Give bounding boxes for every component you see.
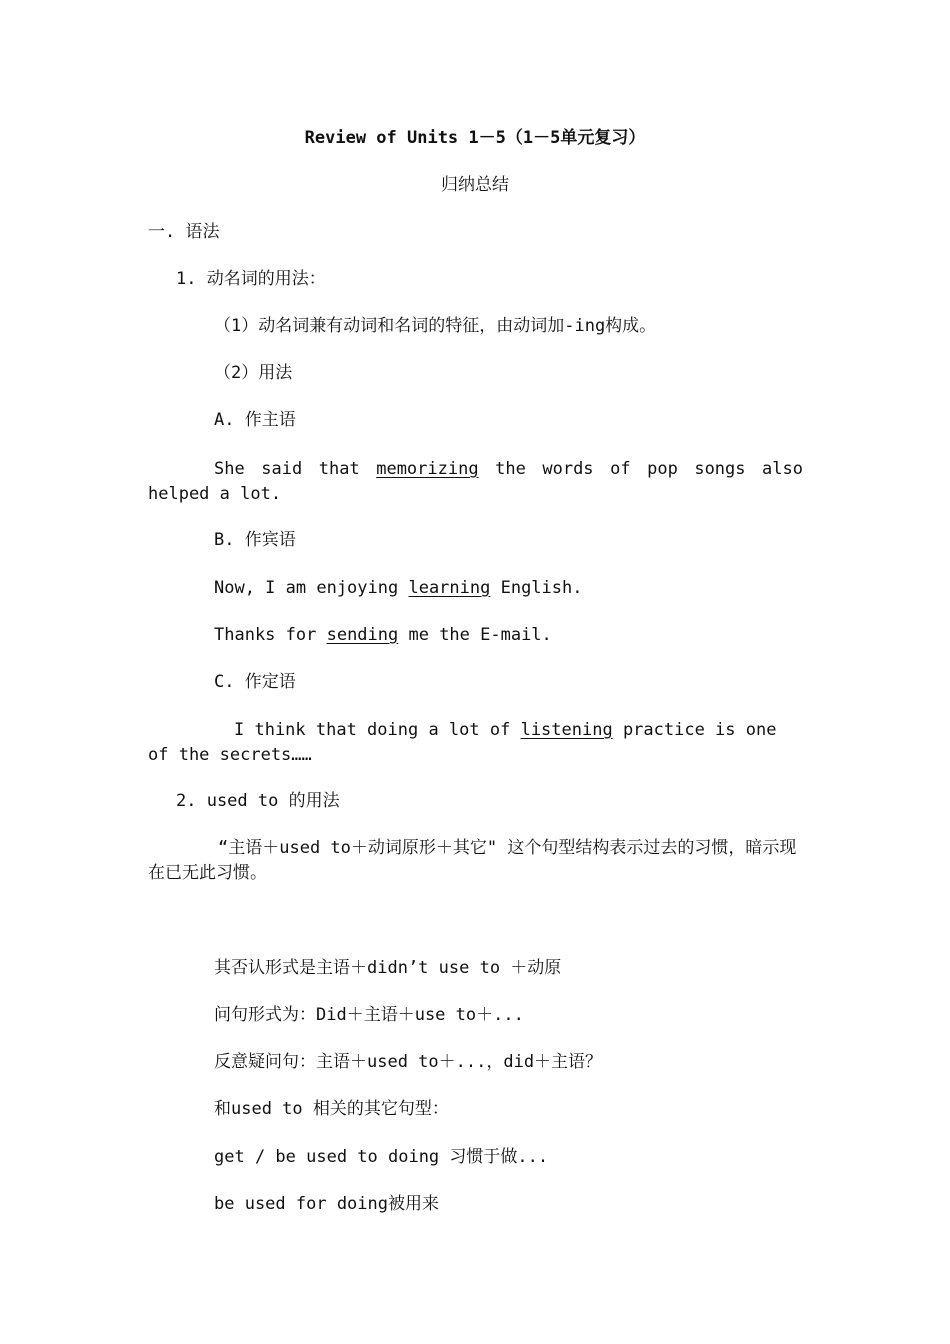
tag-question: 反意疑问句：主语＋used to＋...，did＋主语？ (214, 1052, 603, 1072)
usage-c-label: C. 作定语 (214, 672, 296, 692)
example-text: Thanks for (214, 625, 327, 645)
related-pattern-2: be used for doing被用来 (214, 1194, 439, 1214)
question-form: 问句形式为：Did＋主语＋use to＋... (214, 1005, 524, 1025)
usage-b-label: B. 作宾语 (214, 530, 296, 550)
document-title: Review of Units 1－5（1－5单元复习） (304, 128, 646, 148)
example-text: English. (490, 578, 583, 598)
item2-description: “主语＋used to＋动词原形＋其它" 这个句型结构表示过去的习惯，暗示现在已无此习惯。 (148, 838, 797, 883)
document-subtitle: 归纳总结 (441, 175, 509, 195)
usage-b-example-2 (214, 624, 552, 646)
example-text: me the E-mail. (398, 625, 552, 645)
example-text: Now, I am enjoying (214, 578, 409, 598)
related-patterns-heading: 和used to 相关的其它句型： (214, 1099, 449, 1119)
underlined-word: learning (408, 578, 491, 598)
underlined-word: sending (326, 625, 399, 645)
usage-b-example-1 (214, 577, 582, 599)
item1-heading: 1. 动名词的用法： (176, 269, 326, 289)
section-heading-grammar: 一. 语法 (148, 222, 220, 242)
usage-c-example (148, 718, 778, 768)
example-text: the words of pop songs also helped a lot. (148, 459, 803, 504)
usage-a-label: A. 作主语 (214, 410, 296, 430)
item1-point2: （2）用法 (214, 363, 293, 383)
related-pattern-1: get / be used to doing 习惯于做... (214, 1147, 549, 1167)
usage-a-example (148, 457, 803, 507)
example-text: She said that (214, 459, 377, 479)
item1-point1: （1）动名词兼有动词和名词的特征，由动词加-ing构成。 (214, 316, 657, 336)
example-text: practice is one of the secrets…… (148, 720, 777, 765)
example-text: I think that doing a lot of (234, 720, 521, 740)
underlined-word: listening (520, 720, 613, 740)
item2-heading: 2. used to 的用法 (176, 791, 340, 811)
negative-form: 其否认形式是主语＋didn’t use to ＋动原 (214, 958, 562, 978)
underlined-word: memorizing (376, 459, 479, 479)
